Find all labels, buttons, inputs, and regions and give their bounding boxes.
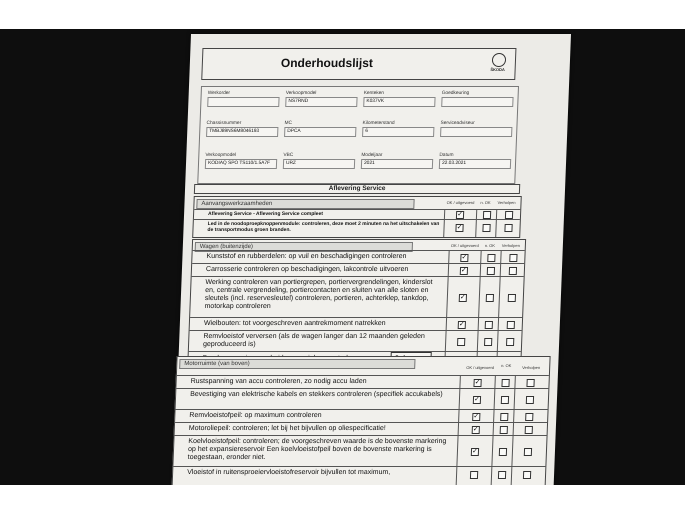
vehicle-info-block [197, 86, 519, 184]
checklist-row: Bevestiging van elektrische kabels en stekkers controleren (specifiek accukabels) ✓ [176, 388, 549, 409]
info-field: Werkorder [207, 91, 280, 107]
ok-checkbox[interactable]: ✓ [473, 413, 480, 420]
fixed-checkbox[interactable] [509, 267, 517, 275]
ok-checkbox[interactable]: ✓ [461, 254, 468, 261]
logo-ring-icon [492, 53, 507, 67]
fixed-checkbox[interactable] [507, 321, 515, 329]
delivery-service-strip: Aflevering Service [194, 184, 520, 194]
info-field: Chassisnummer TMBJ89NS6M8046193 [206, 121, 279, 137]
nok-checkbox[interactable] [487, 267, 495, 275]
fixed-checkbox[interactable] [523, 471, 531, 479]
nok-checkbox[interactable] [487, 254, 495, 262]
info-field: Datum 22.03.2021 [439, 153, 512, 169]
checklist-row: Remvloeistof verversen (als de wagen langer dan 12 maanden geleden geproduceerd is) [189, 330, 522, 351]
section-engine-bay: Motorruimte (van boven) OK / uitgevoerd n. OK Verholpen Rustspanning van accu controleren, zo nodig accu laden ✓ Bevestiging van elektrische kabels en stekkers controleren (specifiek accukabels) ✓ Remvloeistofpeil: op maximum controleren ✓ Motoroliepeil: controleren; let bij het bijvullen op oliespecificatie! ✓ Koelvloeistofpeil: controleren; de voorgeschreven waarde is de bovenste markering op het expansiereservoir Een koelvloeistofpeil boven de bovenste markering is toegestaan, eronder niet. ✓ Vloeistof in ruitensproeiervloeistofreservoir bijvullen tot maximum, [170, 356, 550, 485]
checklist-row: Koelvloeistofpeil: controleren; de voorgeschreven waarde is de bovenste markering op het expansiereservoir Een koelvloeistofpeil boven de bovenste markering is toegestaan, eronder niet. ✓ [173, 435, 546, 466]
checklist-row: Wielbouten: tot voorgeschreven aantrekmoment natrekken ✓ [190, 317, 522, 330]
info-field: Verkoopmodel KODIAQ SPO TS110/1.5A7F [205, 153, 278, 169]
fixed-checkbox[interactable] [526, 396, 534, 404]
nok-checkbox[interactable] [499, 448, 507, 456]
ok-checkbox[interactable]: ✓ [472, 426, 479, 433]
fixed-checkbox[interactable] [508, 294, 516, 302]
fixed-checkbox[interactable] [525, 413, 533, 421]
info-field: MC DPCA [284, 121, 357, 137]
ok-checkbox[interactable] [457, 338, 465, 346]
fixed-checkbox[interactable] [509, 254, 517, 262]
info-field: Verkoopmodel NS7RND [285, 91, 358, 107]
checklist-row: Motoroliepeil: controleren; let bij het bijvullen op oliespecificatie! ✓ [175, 422, 547, 435]
ok-checkbox[interactable]: ✓ [456, 211, 464, 218]
nok-checkbox[interactable] [501, 379, 509, 387]
checklist-row: Kunststof en rubberdelen: op vuil en beschadigingen controleren ✓ [192, 250, 524, 263]
sheet-header [201, 48, 516, 80]
skoda-logo: ŠKODA [487, 53, 510, 73]
nok-checkbox[interactable] [484, 338, 492, 346]
section-title: Motorruimte (van boven) [179, 359, 415, 369]
section-title: Aanvangswerkzaamheden [196, 199, 414, 209]
checklist-row: Rustspanning van accu controleren, zo nodig accu laden ✓ [176, 375, 548, 388]
page-title: Onderhoudslijst [280, 56, 374, 70]
ok-checkbox[interactable]: ✓ [474, 379, 481, 386]
info-field: Kilometerstand 6 [362, 121, 435, 137]
ok-checkbox[interactable]: ✓ [456, 224, 463, 231]
nok-checkbox[interactable] [486, 294, 494, 302]
checklist-row: Aflevering Service - Aflevering Service compleet ✓ [194, 209, 520, 219]
nok-checkbox[interactable] [500, 413, 508, 421]
fixed-checkbox[interactable] [524, 448, 532, 456]
nok-checkbox[interactable] [498, 471, 506, 479]
ok-checkbox[interactable]: ✓ [458, 321, 465, 328]
section-title: Wagen (buitenzijde) [195, 242, 413, 252]
ok-checkbox[interactable]: ✓ [460, 267, 467, 274]
info-field: Goedkeuring [441, 91, 514, 107]
checklist-row: Carrosserie controleren op beschadigingen, lakcontrole uitvoeren ✓ [192, 263, 524, 276]
nok-checkbox[interactable] [483, 211, 491, 219]
maintenance-sheet [173, 34, 571, 485]
ok-checkbox[interactable]: ✓ [471, 448, 479, 455]
info-field: Serviceadviseur [440, 121, 513, 137]
fixed-checkbox[interactable] [505, 211, 513, 219]
checklist-row: Werking controleren van portiergrepen, portiervergrendelingen, kinderslot en, centrale vergrendeling, portiercontacten en sluiten van alle sloten en sleutels (incl. reservesleutel) controleren, portieren, achterklep, tankdop, motorkap controleren ✓ [190, 276, 524, 317]
info-field: Kenteken K037VK [363, 91, 436, 107]
checklist-row: Remvloeistofpeil: op maximum controleren ✓ [175, 409, 547, 422]
checklist-row: Vloeistof in ruitensproeiervloeistofreservoir bijvullen tot maximum, [173, 466, 546, 483]
photo-background [0, 29, 685, 485]
section-vehicle-exterior: Wagen (buitenzijde) OK / uitgevoerd n. OK Verholpen Kunststof en rubberdelen: op vuil en beschadigingen controleren ✓ Carrosserie controleren op beschadigingen, lakcontrole uitvoeren ✓ Werking controleren van portiergrepen, portiervergrendelingen, kinderslot en, centrale vergrendeling, portiercontacten en sluiten van alle sloten en sleutels (incl. reservesleutel) controleren, portieren, achterklep, tankdop, motorkap controleren ✓ Wielbouten: tot voorgeschreven aantrekmoment natrekken ✓ Remvloeistof verversen (als de wagen langer dan 12 maanden geleden geproduceerd is) [187, 239, 526, 381]
fixed-checkbox[interactable] [506, 338, 514, 346]
checklist-row: Led in de noodoproepknoppenmodule: controleren, deze moet 2 minuten na het uitschakelen van de transportmodus groen branden. ✓ [193, 219, 520, 237]
nok-checkbox[interactable] [482, 224, 490, 232]
info-field: Modeljaar 2021 [361, 153, 434, 169]
fixed-checkbox[interactable] [526, 379, 534, 387]
nok-checkbox[interactable] [485, 321, 493, 329]
ok-checkbox[interactable]: ✓ [473, 396, 481, 403]
ok-checkbox[interactable]: ✓ [459, 294, 466, 301]
section-start-work: Aanvangswerkzaamheden OK / uitgevoerd n. OK Verholpen Aflevering Service - Aflevering Service compleet ✓ Led in de noodoproepknoppenmodule: controleren, deze moet 2 minuten na het uitschakelen van de transportmodus groen branden. ✓ [192, 196, 522, 238]
fixed-checkbox[interactable] [525, 426, 533, 434]
info-field: VBC URZ [283, 153, 356, 169]
nok-checkbox[interactable] [500, 426, 508, 434]
nok-checkbox[interactable] [501, 396, 509, 404]
ok-checkbox[interactable] [470, 471, 478, 479]
fixed-checkbox[interactable] [504, 224, 512, 232]
